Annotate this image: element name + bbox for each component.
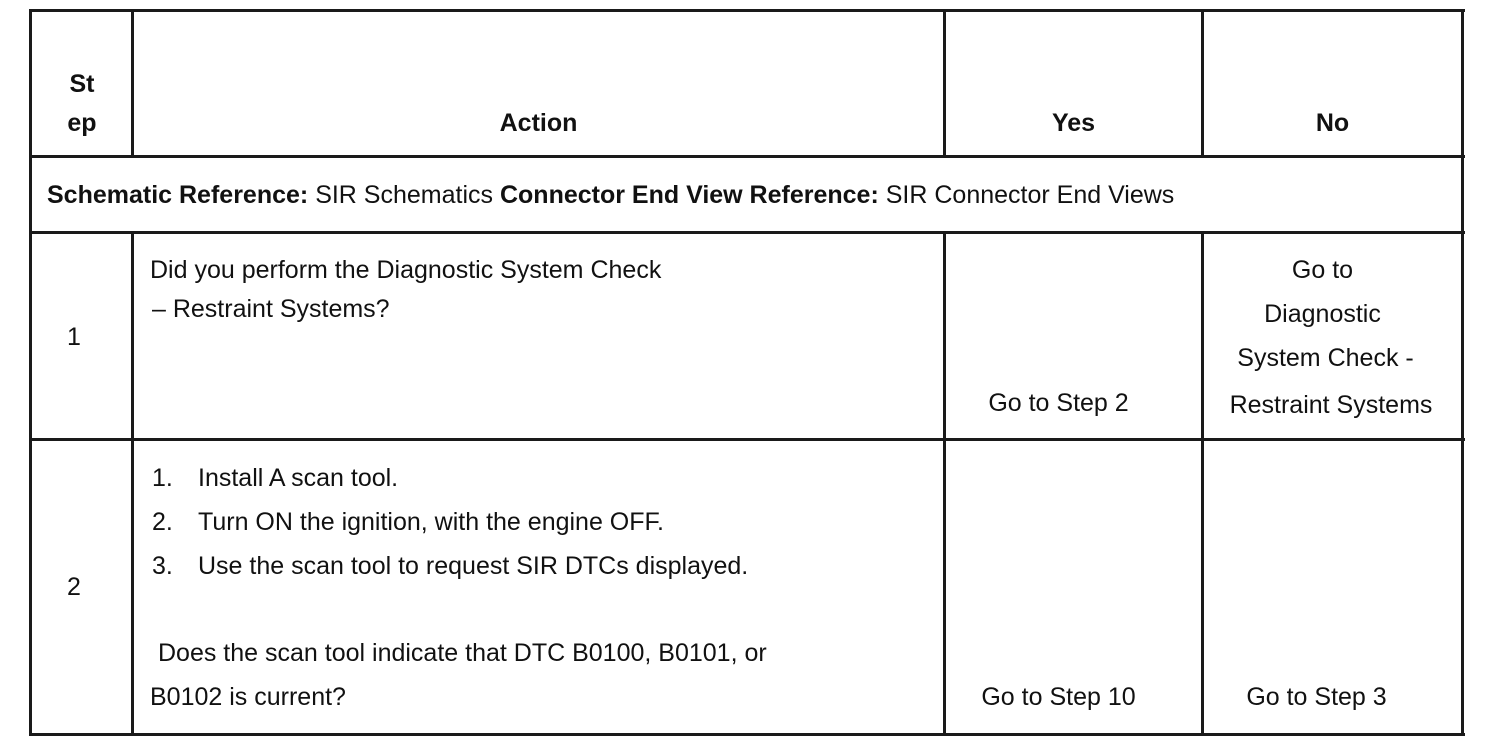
header-step-line2: ep: [67, 109, 97, 137]
row-divider: [29, 438, 1465, 441]
connector-reference-value: SIR Connector End Views: [885, 181, 1175, 209]
header-no: No: [1315, 109, 1350, 137]
row1-action-line1: Did you perform the Diagnostic System Check: [150, 256, 662, 284]
action-col-divider: [943, 231, 946, 736]
header-step-line1: St: [69, 70, 95, 98]
schematic-reference-value: SIR Schematics: [315, 181, 494, 209]
list-item-number: 1.: [152, 464, 173, 492]
row1-no-line2: Diagnostic: [1264, 300, 1381, 328]
reference-divider: [29, 231, 1465, 234]
row1-step: 1: [67, 323, 81, 351]
table-border-top: [29, 9, 1465, 12]
header-yes: Yes: [1051, 109, 1096, 137]
row1-no-line4: Restraint Systems: [1229, 391, 1433, 419]
list-item: [152, 464, 398, 493]
header-action: Action: [499, 109, 578, 137]
table-border-bottom: [29, 733, 1465, 736]
row1-no-line1: Go to: [1291, 256, 1354, 284]
row2-question-line2: B0102 is current?: [150, 683, 346, 711]
schematic-reference-label: Schematic Reference:: [47, 181, 309, 209]
row1-action-line2: – Restraint Systems?: [152, 295, 390, 323]
list-item-text: Install A scan tool.: [198, 464, 399, 492]
list-item-number: 2.: [152, 508, 173, 536]
list-item-text: Turn ON the ignition, with the engine OFF.: [198, 508, 664, 536]
step-col-divider: [131, 231, 134, 736]
list-item: [152, 508, 664, 537]
reference-row: [47, 181, 1174, 210]
connector-reference-label: Connector End View Reference:: [499, 181, 879, 209]
table-border-left: [29, 9, 32, 736]
row2-question-line1: Does the scan tool indicate that DTC B0100, B0101, or: [158, 639, 767, 667]
list-item-text: Use the scan tool to request SIR DTCs displayed.: [198, 552, 749, 580]
row2-step: 2: [67, 573, 81, 601]
header-divider: [29, 155, 1465, 158]
row1-no-line3: System Check -: [1237, 344, 1414, 372]
row2-yes: Go to Step 10: [981, 683, 1136, 711]
row2-no: Go to Step 3: [1246, 683, 1387, 711]
table-border-right: [1461, 9, 1464, 736]
row1-yes: Go to Step 2: [988, 389, 1129, 417]
list-item-number: 3.: [152, 552, 173, 580]
list-item: [152, 552, 748, 581]
